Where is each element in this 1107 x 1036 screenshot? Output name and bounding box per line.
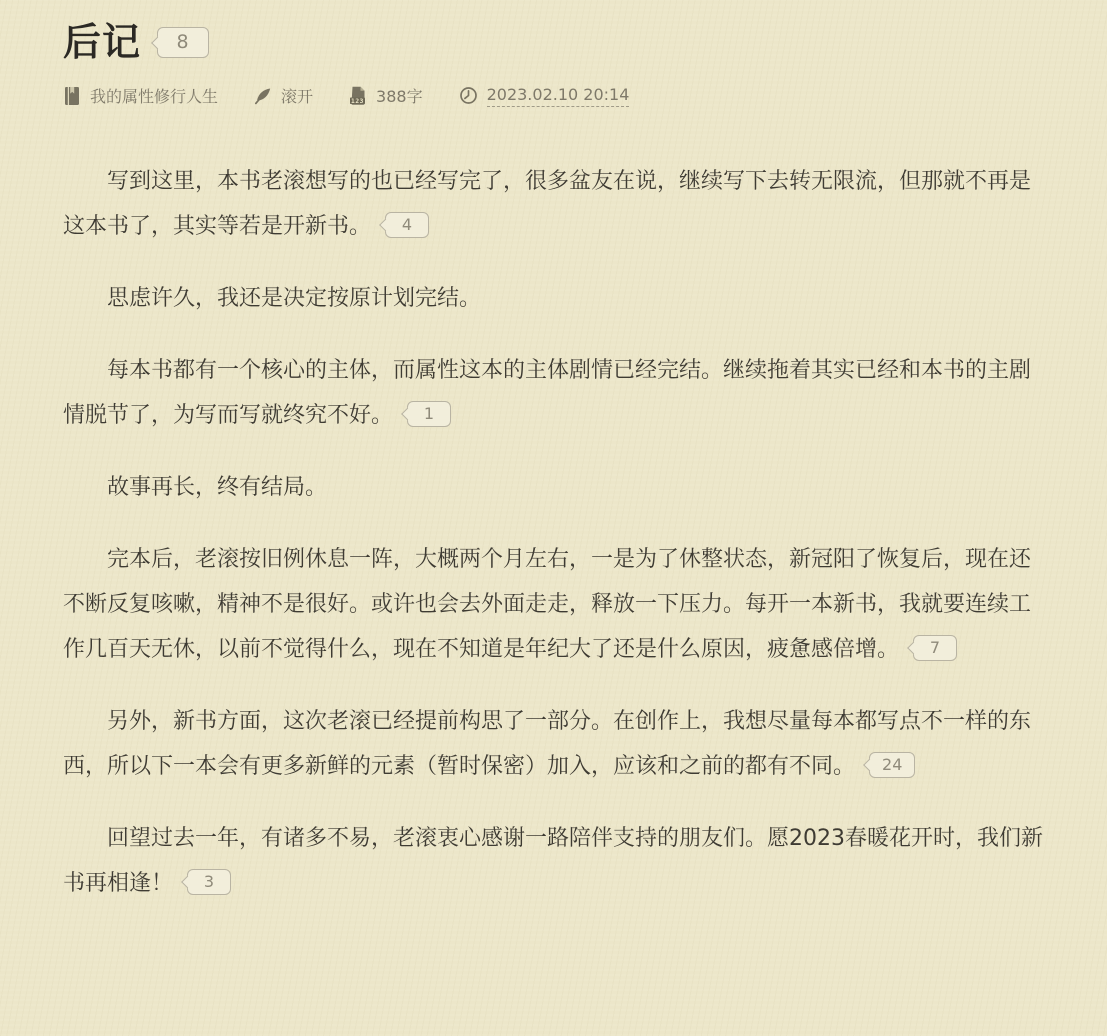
paragraph xyxy=(63,537,1045,672)
paragraph-comment-count: 4 xyxy=(401,215,413,234)
paragraph xyxy=(63,699,1045,789)
paragraph-comment-count: 3 xyxy=(203,872,215,891)
wordcount-label: 388字 xyxy=(376,87,423,106)
book-title-link[interactable] xyxy=(63,84,218,107)
paragraph xyxy=(63,348,1045,438)
paragraph-comment-count: 1 xyxy=(423,404,435,423)
paragraph-comment-badge[interactable] xyxy=(187,869,231,895)
paragraph-text: 完本后，老滚按旧例休息一阵，大概两个月左右，一是为了休整状态，新冠阳了恢复后，现在还不断反复咳嗽，精神不是很好。或许也会去外面走走，释放一下压力。每开一本新书，我就要连续工作几百天无休，以前不觉得什么，现在不知道是年纪大了还是什么原因，疲惫感倍增。 xyxy=(63,547,1032,662)
quill-icon xyxy=(254,87,272,105)
author-label: 滚开 xyxy=(281,87,314,106)
clock-icon xyxy=(459,86,478,105)
paragraph xyxy=(63,816,1045,906)
wordcount-icon xyxy=(349,86,367,106)
publish-time-label: 2023.02.10 20:14 xyxy=(487,85,630,107)
paragraph xyxy=(63,465,1045,510)
chapter-title-text: 后记 xyxy=(63,20,142,64)
chapter-title xyxy=(63,20,1045,64)
chapter-meta xyxy=(63,84,1045,107)
paragraph-text: 回望过去一年，有诸多不易，老滚衷心感谢一路陪伴支持的朋友们。愿2023春暖花开时，我们新书再相逢！ xyxy=(63,826,1043,896)
paragraph-comment-badge[interactable] xyxy=(869,752,915,778)
chapter-comment-count: 8 xyxy=(176,31,190,53)
publish-time-item xyxy=(459,85,630,107)
svg-text:123: 123 xyxy=(351,97,365,105)
paragraph xyxy=(63,276,1045,321)
book-title-label: 我的属性修行人生 xyxy=(90,87,219,106)
paragraph-text: 写到这里，本书老滚想写的也已经写完了，很多盆友在说，继续写下去转无限流，但那就不再是这本书了，其实等若是开新书。 xyxy=(63,169,1032,239)
paragraph-comment-badge[interactable] xyxy=(407,401,451,427)
paragraph-comment-badge[interactable] xyxy=(913,635,957,661)
paragraph-comment-badge[interactable] xyxy=(385,212,429,238)
paragraph-text: 思虑许久，我还是决定按原计划完结。 xyxy=(107,286,482,311)
paragraph-text: 故事再长，终有结局。 xyxy=(107,475,328,500)
paragraph-text: 每本书都有一个核心的主体，而属性这本的主体剧情已经完结。继续拖着其实已经和本书的主剧情脱节了，为写而写就终究不好。 xyxy=(63,358,1032,428)
book-icon xyxy=(63,86,81,106)
wordcount-item xyxy=(349,84,423,107)
paragraph-comment-count: 7 xyxy=(929,638,941,657)
chapter-comment-badge[interactable] xyxy=(157,27,209,58)
paragraph xyxy=(63,159,1045,249)
author-link[interactable] xyxy=(254,84,313,107)
paragraph-text: 另外，新书方面，这次老滚已经提前构思了一部分。在创作上，我想尽量每本都写点不一样的东西，所以下一本会有更多新鲜的元素（暂时保密）加入，应该和之前的都有不同。 xyxy=(63,709,1032,779)
chapter-content xyxy=(63,159,1045,906)
paragraph-comment-count: 24 xyxy=(882,755,903,774)
